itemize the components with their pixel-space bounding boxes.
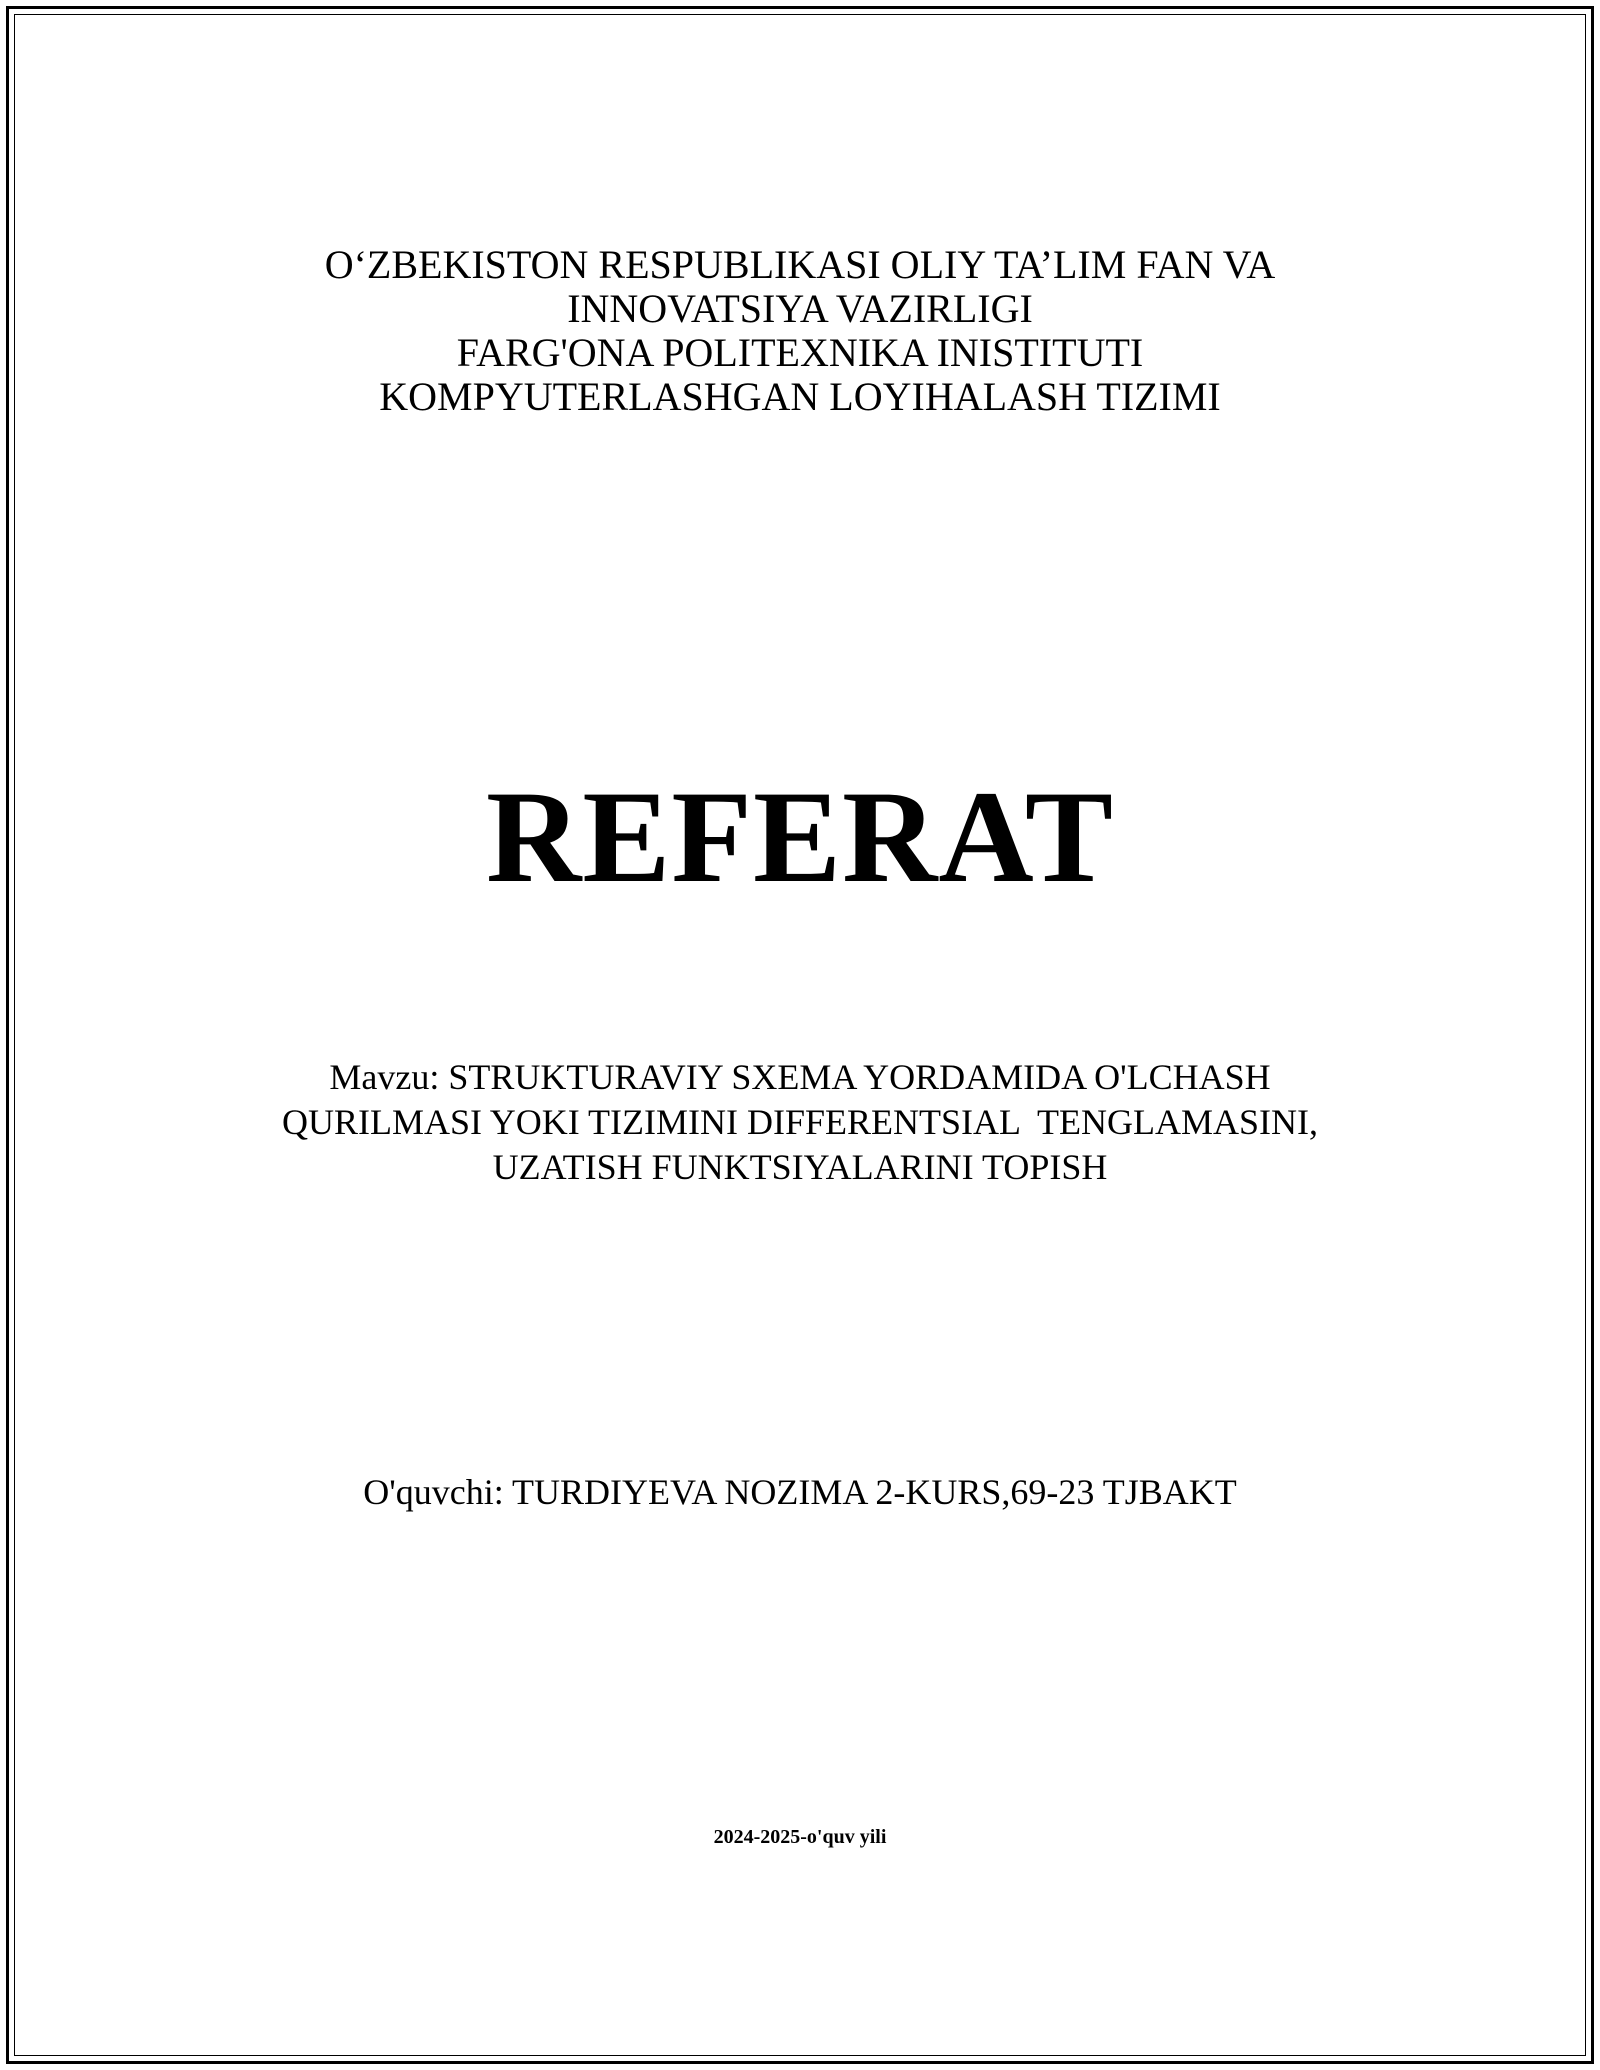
header-line-department: KOMPYUTERLASHGAN LOYIHALASH TIZIMI bbox=[379, 374, 1221, 419]
institution-header bbox=[0, 243, 1600, 419]
topic-block bbox=[0, 1055, 1600, 1190]
topic-line-1: Mavzu: STRUKTURAVIY SXEMA YORDAMIDA O'LCHASH bbox=[329, 1057, 1271, 1097]
header-line-institute: FARG'ONA POLITEXNIKA INISTITUTI bbox=[456, 330, 1144, 375]
topic-line-2: QURILMASI YOKI TIZIMINI DIFFERENTSIAL TENGLAMASINI, bbox=[282, 1102, 1318, 1142]
topic-line-3: UZATISH FUNKTSIYALARINI TOPISH bbox=[492, 1147, 1108, 1187]
header-line-ministry-1: O‘ZBEKISTON RESPUBLIKASI OLIY TA’LIM FAN VA bbox=[324, 242, 1276, 287]
academic-year: 2024-2025-o'quv yili bbox=[713, 1826, 887, 1848]
document-title: REFERAT bbox=[486, 763, 1114, 910]
student-info: O'quvchi: TURDIYEVA NOZIMA 2-KURS,69-23 TJBAKT bbox=[363, 1472, 1237, 1512]
header-line-ministry-2: INNOVATSIYA VAZIRLIGI bbox=[567, 286, 1033, 331]
